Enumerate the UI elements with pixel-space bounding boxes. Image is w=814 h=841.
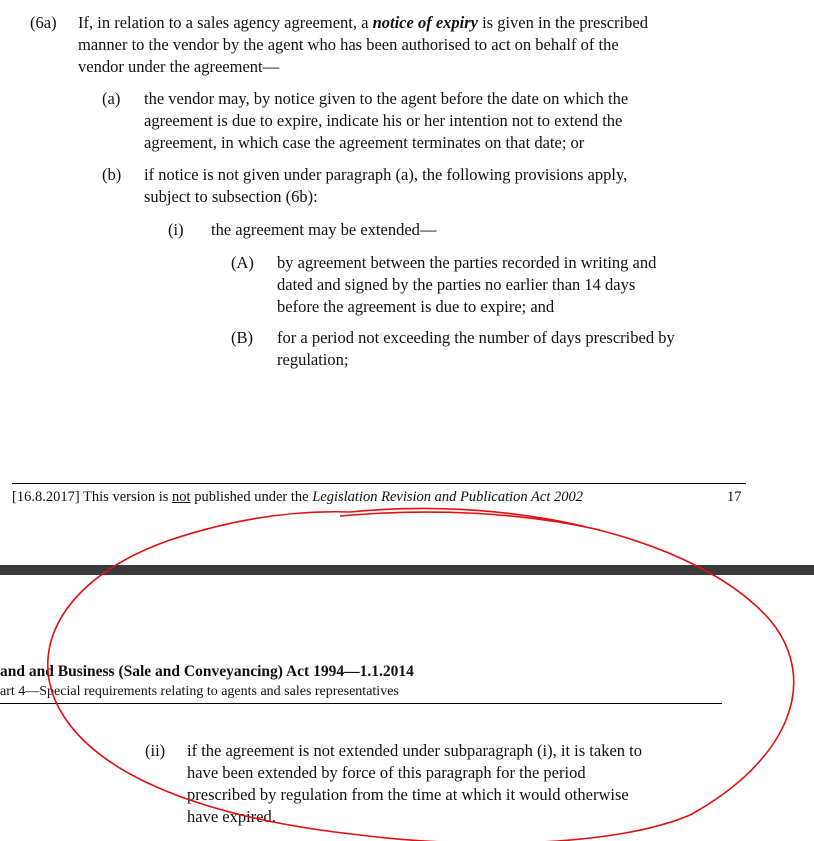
sub-B-line: regulation; — [277, 350, 349, 369]
page-number: 17 — [727, 489, 742, 505]
sub-B-label: (B) — [231, 328, 253, 347]
para-a-text — [144, 88, 744, 154]
sub-A-line: before the agreement is due to expire; and — [277, 297, 555, 316]
sub-ii-line: have expired. — [187, 807, 276, 826]
footer-rule — [12, 483, 746, 484]
footer-act-name: Legislation Revision and Publication Act 2002 — [312, 489, 583, 505]
clause-6a-label: (6a) — [30, 13, 57, 32]
sub-i-label: (i) — [168, 220, 184, 239]
para-b-text — [144, 164, 744, 208]
page-divider — [0, 565, 814, 575]
sub-i-text: the agreement may be extended— — [211, 220, 437, 239]
sub-ii-line: if the agreement is not extended under subparagraph (i), it is taken to — [187, 741, 642, 760]
defined-term: notice of expiry — [372, 13, 478, 32]
sub-A-text — [277, 252, 747, 318]
para-b-label: (b) — [102, 165, 122, 184]
para-a-line: agreement is due to expire, indicate his or her intention not to extend the — [144, 111, 623, 130]
para-b-line: if notice is not given under paragraph (a), the following provisions apply, — [144, 165, 628, 184]
sub-ii-line: prescribed by regulation from the time at which it would otherwise — [187, 785, 629, 804]
next-page-header-title: and and Business (Sale and Conveyancing) Act 1994—1.1.2014 — [0, 663, 414, 680]
para-a-line: the vendor may, by notice given to the agent before the date on which the — [144, 89, 629, 108]
para-b-line: subject to subsection (6b): — [144, 187, 318, 206]
clause-6a-line-1: If, in relation to a sales agency agreement, a notice of expiry is given in the prescribed — [78, 13, 648, 32]
para-a-label: (a) — [102, 89, 121, 108]
next-page-header-subtitle: art 4—Special requirements relating to agents and sales representatives — [0, 684, 399, 699]
sub-A-label: (A) — [231, 253, 254, 272]
sub-ii-line: have been extended by force of this paragraph for the period — [187, 763, 586, 782]
header-rule — [0, 703, 722, 704]
sub-ii-text — [187, 740, 747, 828]
page-footer: [16.8.2017] This version is not published under the Legislation Revision and Publication Act 2002 — [12, 489, 583, 505]
para-a-line: agreement, in which case the agreement terminates on that date; or — [144, 133, 585, 152]
footer-not-underlined: not — [172, 489, 191, 505]
clause-6a-line-3: vendor under the agreement— — [78, 57, 280, 76]
sub-ii-label: (ii) — [145, 741, 166, 760]
clause-6a-text — [78, 12, 758, 78]
sub-B-text — [277, 327, 757, 371]
sub-B-line: for a period not exceeding the number of days prescribed by — [277, 328, 675, 347]
footer-date: [16.8.2017] — [12, 489, 80, 505]
sub-A-line: dated and signed by the parties no earlier than 14 days — [277, 275, 636, 294]
clause-6a-line-2: manner to the vendor by the agent who has been authorised to act on behalf of the — [78, 35, 619, 54]
sub-A-line: by agreement between the parties recorded in writing and — [277, 253, 657, 272]
